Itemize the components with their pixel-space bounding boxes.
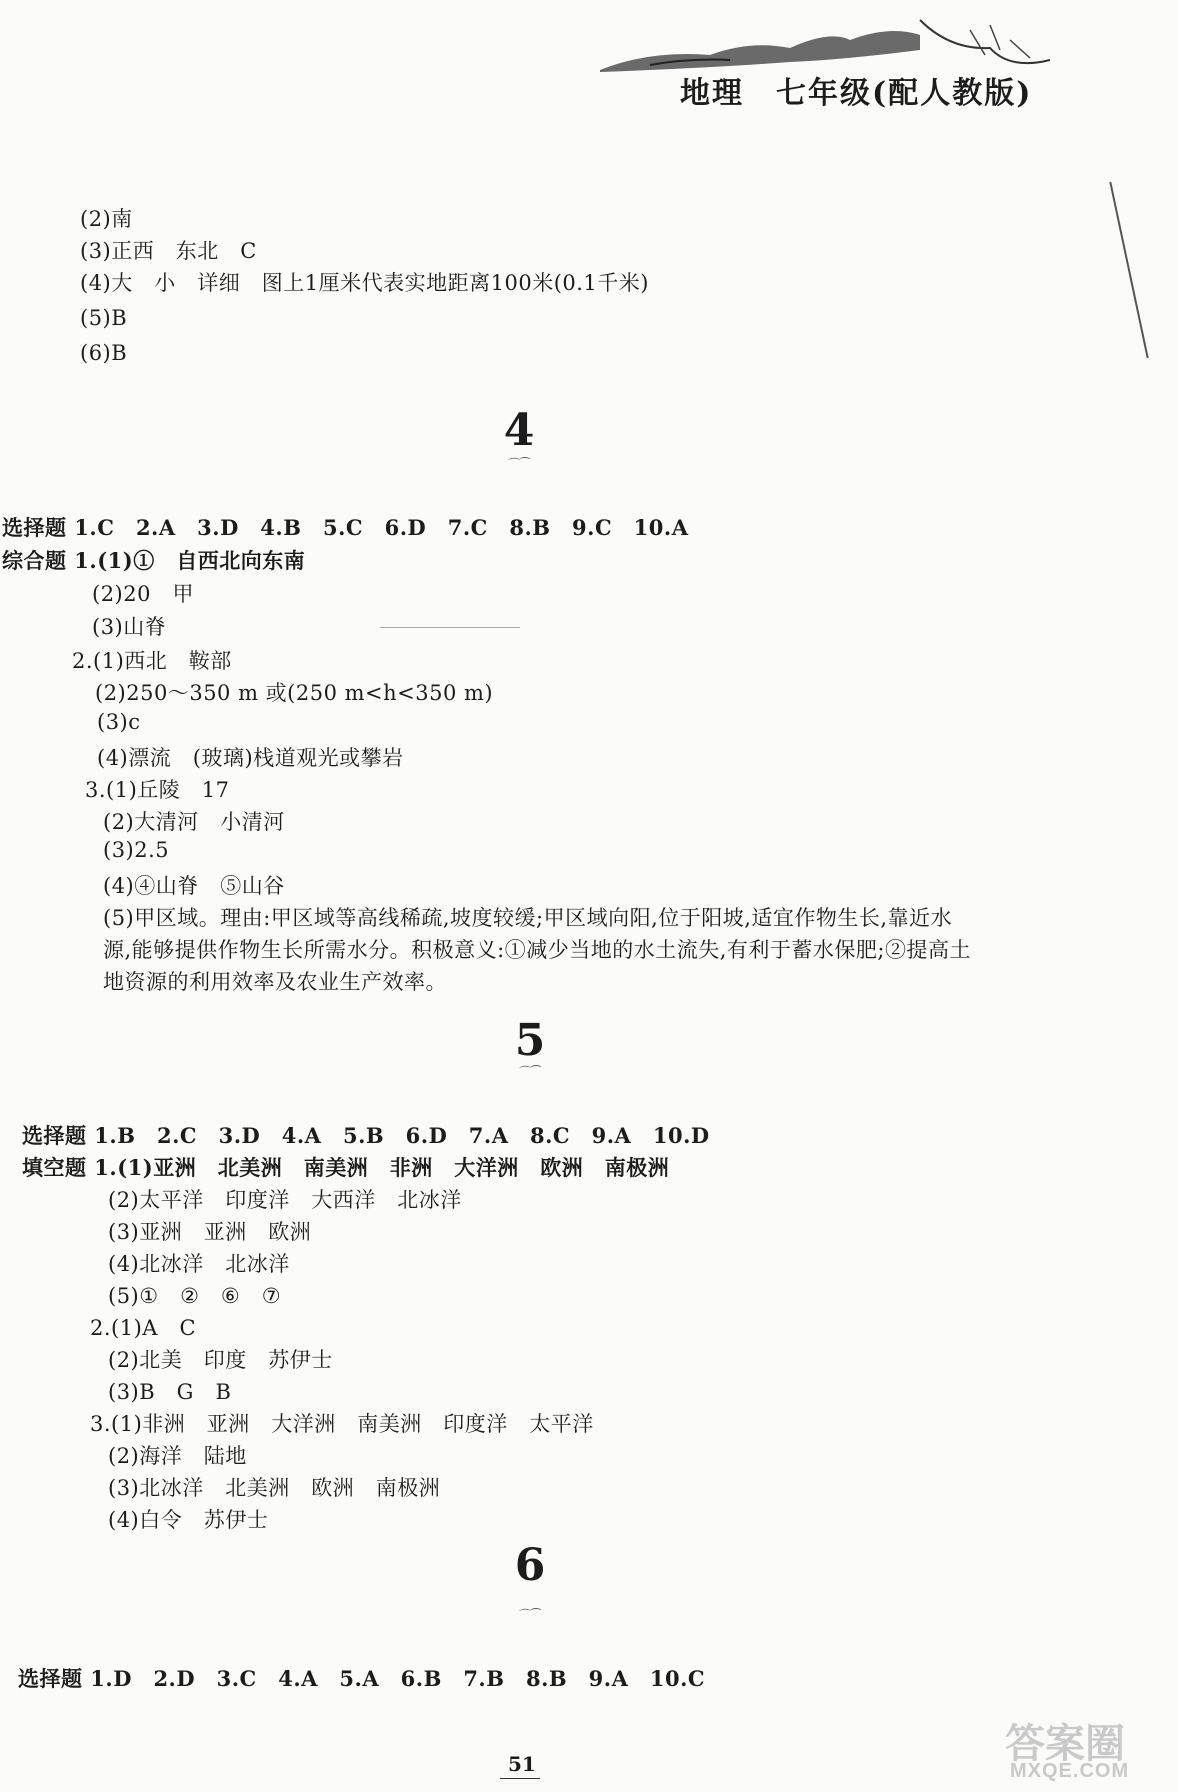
answer-line: (3)山脊 [92,615,167,639]
answer-line: 3.(1)丘陵 17 [85,778,230,802]
answer-line: 2.(1)西北 鞍部 [72,649,232,673]
answer-line: (2)北美 印度 苏伊士 [108,1348,333,1372]
answer-line: (3)亚洲 亚洲 欧洲 [108,1220,312,1244]
answer-line: (2)大清河 小清河 [103,810,285,834]
answer-line: (2)太平洋 印度洋 大西洋 北冰洋 [108,1188,462,1212]
watermark-url: MXQE.COM [1010,1760,1130,1782]
answer-line: (5)B [80,306,128,330]
section-number: 5 [514,1015,546,1066]
answer-line: (4)大 小 详细 图上1厘米代表实地距离100米(0.1千米) [80,271,649,295]
answer-line: (2)20 甲 [92,582,194,606]
answer-line: (5)甲区域。理由:甲区域等高线稀疏,坡度较缓;甲区域向阳,位于阳坡,适宜作物生长,靠近水 [103,906,953,930]
answer-line: (3)2.5 [103,838,170,862]
answer-line: (4)④山脊 ⑤山谷 [103,874,285,898]
page-number: 51 [508,1752,536,1776]
answer-line: 选择题 1.B 2.C 3.D 4.A 5.B 6.D 7.A 8.C 9.A 10.D [22,1123,710,1148]
answer-line: (4)白令 苏伊士 [108,1508,269,1532]
page-number-underline [500,1778,540,1779]
scan-edge-line [1109,182,1148,358]
answer-line: (2)海洋 陆地 [108,1444,247,1468]
section-number: 6 [514,1540,546,1591]
answer-line: 选择题 1.C 2.A 3.D 4.B 5.C 6.D 7.C 8.B 9.C 10.A [2,515,689,540]
answer-line: (3)北冰洋 北美洲 欧洲 南极洲 [108,1476,441,1500]
page-header-title: 地理 七年级(配人教版) [680,76,1033,111]
answer-line: (2)南 [80,207,133,231]
section-ornament-icon: ⌒⁀ [519,1065,541,1079]
watermark-logo: 答案圈 [1005,1722,1125,1766]
answer-line: 源,能够提供作物生长所需水分。积极意义:①减少当地的水土流失,有利于蓄水保肥;②提高土 [103,938,971,962]
answer-line: 2.(1)A C [90,1316,197,1340]
section-number: 4 [503,405,535,456]
answer-line: (3)正西 东北 C [80,239,257,263]
answer-line: (5)① ② ⑥ ⑦ [108,1284,282,1308]
answer-line: (4)北冰洋 北冰洋 [108,1252,290,1276]
section-ornament-icon: ⌒⁀ [508,457,530,471]
answer-line: 综合题 1.(1)① 自西北向东南 [2,548,306,573]
answer-line: 选择题 1.D 2.D 3.C 4.A 5.A 6.B 7.B 8.B 9.A 10.C [18,1666,706,1691]
answer-line: (6)B [80,341,128,365]
answer-line: 3.(1)非洲 亚洲 大洋洲 南美洲 印度洋 太平洋 [90,1412,594,1436]
answer-line: (4)漂流 (玻璃)栈道观光或攀岩 [97,746,404,770]
section-ornament-icon: ⌒⁀ [519,1608,541,1622]
answer-line: (3)B G B [108,1380,232,1404]
answer-line: 填空题 1.(1)亚洲 北美洲 南美洲 非洲 大洋洲 欧洲 南极洲 [22,1155,670,1180]
answer-line: (3)c [97,710,141,734]
scan-smudge [380,627,520,628]
answer-line: (2)250～350 m 或(250 m<h<350 m) [95,681,494,705]
answer-line: 地资源的利用效率及农业生产效率。 [103,970,447,994]
